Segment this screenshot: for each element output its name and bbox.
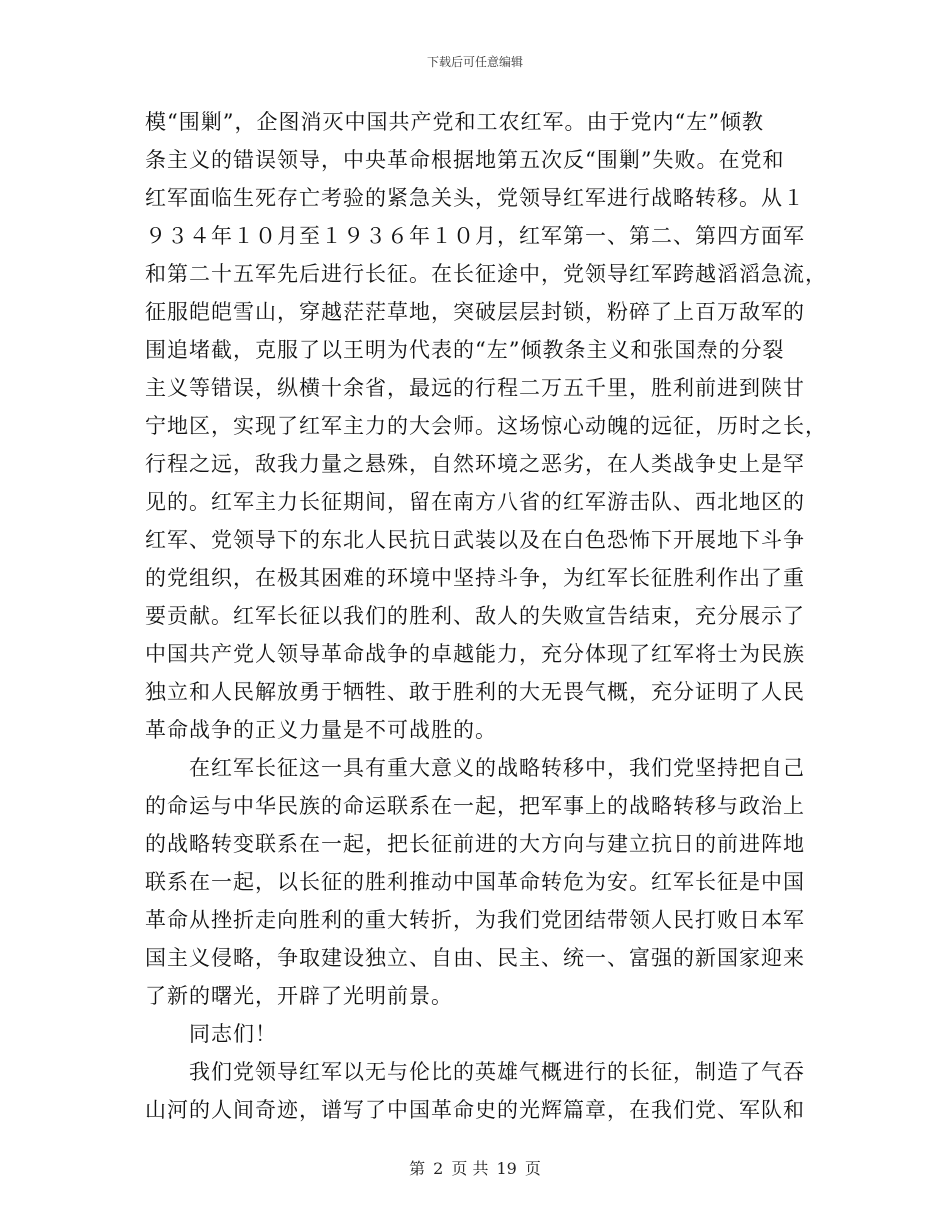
paragraph-start-line: 在红军长征这一具有重大意义的战略转移中，我们党坚持把自己 [189,756,805,780]
text-line: 革命战争的正义力量是不可战胜的。 [145,718,497,742]
salutation-line: 同志们！ [189,1022,277,1046]
text-line: 了新的曙光，开辟了光明前景。 [145,984,453,1008]
text-line: ９３４年１０月至１９３６年１０月，红军第一、第二、第四方面军 [145,224,805,248]
total-pages: 19 [496,1159,517,1178]
text-line: 革命从挫折走向胜利的重大转折，为我们党团结带领人民打败日本军 [145,908,805,932]
text-line: 模“围剿”，企图消灭中国共产党和工农红军。由于党内“左”倾教 [145,110,764,134]
text-line: 和第二十五军先后进行长征。在长征途中，党领导红军跨越滔滔急流， [145,262,827,286]
footer-middle: 页 共 [451,1159,489,1178]
text-line: 要贡献。红军长征以我们的胜利、敌人的失败宣告结束，充分展示了 [145,604,805,628]
text-line: 的党组织，在极其困难的环境中坚持斗争，为红军长征胜利作出了重 [145,566,805,590]
paragraph-start-line: 我们党领导红军以无与伦比的英雄气概进行的长征，制造了气吞 [189,1060,805,1084]
text-line: 红军、党领导下的东北人民抗日武装以及在白色恐怖下开展地下斗争 [145,528,805,552]
body-text [145,103,827,1129]
footer-prefix: 第 [409,1159,426,1178]
text-line: 中国共产党人领导革命战争的卓越能力，充分体现了红军将士为民族 [145,642,805,666]
text-line: 的战略转变联系在一起，把长征前进的大方向与建立抗日的前进阵地 [145,832,805,856]
footer-suffix: 页 [524,1159,541,1178]
text-line: 国主义侵略，争取建设独立、自由、民主、统一、富强的新国家迎来 [145,946,805,970]
text-line: 主义等错误，纵横十余省，最远的行程二万五千里，胜利前进到陕甘 [145,376,805,400]
page-footer [0,1156,950,1179]
text-line: 山河的人间奇迹，谱写了中国革命史的光辉篇章，在我们党、军队和 [145,1098,805,1122]
text-line: 宁地区，实现了红军主力的大会师。这场惊心动魄的远征，历时之长， [145,414,827,438]
text-line: 的命运与中华民族的命运联系在一起，把军事上的战略转移与政治上 [145,794,805,818]
text-line: 征服皑皑雪山，穿越茫茫草地，突破层层封锁，粉碎了上百万敌军的 [145,300,805,324]
text-line: 行程之远，敌我力量之悬殊，自然环境之恶劣，在人类战争史上是罕 [145,452,805,476]
text-line: 见的。红军主力长征期间，留在南方八省的红军游击队、西北地区的 [145,490,805,514]
text-line: 红军面临生死存亡考验的紧急关头，党领导红军进行战略转移。从１ [145,186,805,210]
text-line: 联系在一起，以长征的胜利推动中国革命转危为安。红军长征是中国 [145,870,805,894]
text-line: 条主义的错误领导，中央革命根据地第五次反“围剿”失败。在党和 [145,148,785,172]
page-header: 下载后可任意编辑 [426,55,523,69]
text-line: 围追堵截，克服了以王明为代表的“左”倾教条主义和张国焘的分裂 [145,338,785,362]
page-number: 2 [433,1159,444,1178]
text-line: 独立和人民解放勇于牺牲、敢于胜利的大无畏气概，充分证明了人民 [145,680,805,704]
